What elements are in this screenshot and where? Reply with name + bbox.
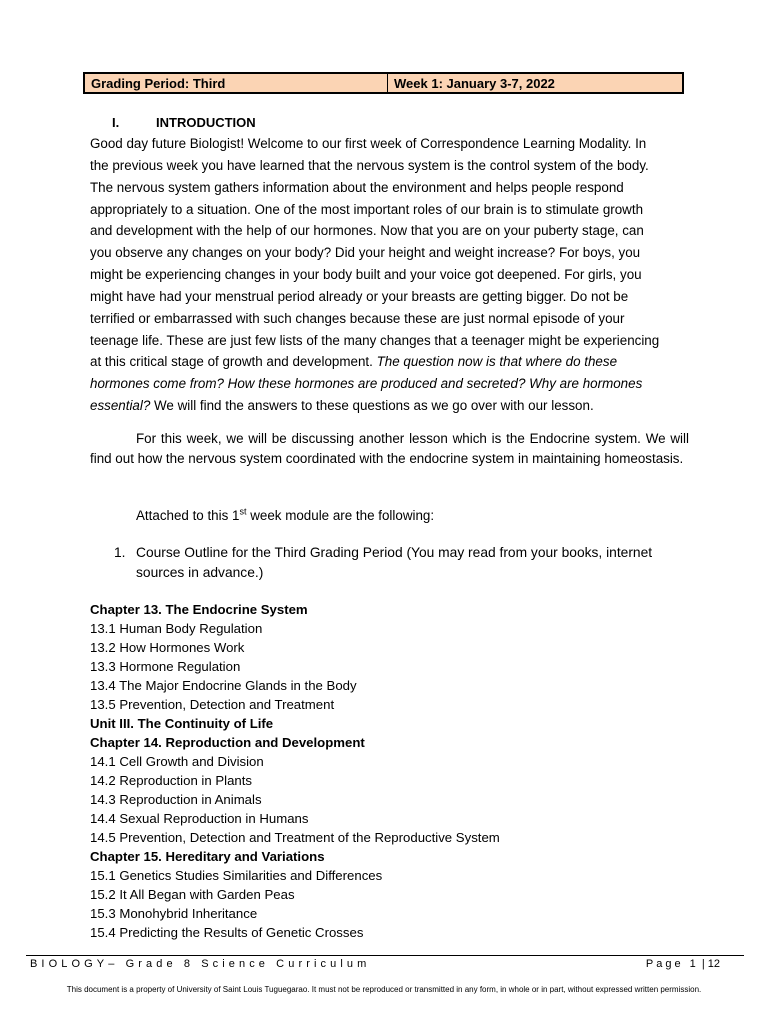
intro-line: essential? We will find the answers to these questions as we go over with our lesson. <box>90 398 594 414</box>
week-cell: Week 1: January 3-7, 2022 <box>388 73 684 93</box>
course-outline-list <box>90 600 689 942</box>
outline-text: Course Outline for the Third Grading Period (You may read from your books, internet sources in advance.) <box>136 545 653 580</box>
outline-topic: 14.4 Sexual Reproduction in Humans <box>90 811 309 826</box>
intro-line: Good day future Biologist! Welcome to our first week of Correspondence Learning Modality. In <box>90 136 647 151</box>
outline-heading: Chapter 13. The Endocrine System <box>90 602 308 617</box>
intro-line: and development with the help of our hormones. Now that you are on your puberty stage, can <box>90 223 644 239</box>
outline-topic: 13.4 The Major Endocrine Glands in the Body <box>90 678 357 693</box>
intro-line: at this critical stage of growth and development. The question now is that where do these <box>90 354 618 370</box>
attached-paragraph: Attached to this 1st week module are the following: <box>136 506 435 523</box>
outline-topic: 13.5 Prevention, Detection and Treatment <box>90 697 335 712</box>
section-heading <box>90 115 256 130</box>
footer-page-number: Page 1 | 12 <box>645 958 720 970</box>
intro-lines <box>90 133 689 351</box>
section-number: I. <box>112 115 120 130</box>
outline-topic: 14.2 Reproduction in Plants <box>90 773 253 788</box>
outline-heading: Chapter 14. Reproduction and Development <box>90 735 365 750</box>
outline-topic: 15.3 Monohybrid Inheritance <box>90 906 258 921</box>
outline-heading: Unit III. The Continuity of Life <box>90 716 274 731</box>
outline-heading: Chapter 15. Hereditary and Variations <box>90 849 325 864</box>
header-table <box>83 72 684 94</box>
footer-course-label: BIOLOGY– Grade 8 Science Curriculum <box>30 958 371 970</box>
outline-topic: 15.1 Genetics Studies Similarities and Differences <box>90 868 383 883</box>
intro-line: the previous week you have learned that the nervous system is the control system of the body. <box>90 157 649 173</box>
intro-line: terrified or embarrassed with such changes because these are just normal episode of your <box>90 310 625 326</box>
intro-line: appropriately to a situation. One of the most important roles of our brain is to stimulate growth <box>90 201 644 217</box>
outline-list-item <box>114 543 674 582</box>
grading-period-cell: Grading Period: Third <box>84 73 388 93</box>
intro-paragraph <box>90 133 689 417</box>
outline-topic: 14.3 Reproduction in Animals <box>90 792 262 807</box>
outline-number: 1. <box>114 545 126 560</box>
outline-topic: 15.2 It All Began with Garden Peas <box>90 887 295 902</box>
outline-topic: 13.1 Human Body Regulation <box>90 621 263 636</box>
outline-topic: 14.5 Prevention, Detection and Treatment of the Reproductive System <box>90 830 500 845</box>
intro-line: you observe any changes on your body? Did your height and weight increase? For boys, you <box>90 245 641 261</box>
endocrine-paragraph: For this week, we will be discussing another lesson which is the Endocrine system. We will find out how the nervous system coordinated with the endocrine system in maintaining homeostasis. <box>90 431 689 466</box>
outline-topic: 15.4 Predicting the Results of Genetic Crosses <box>90 925 364 940</box>
outline-topic: 13.3 Hormone Regulation <box>90 659 241 674</box>
section-title: INTRODUCTION <box>156 115 256 130</box>
intro-line: hormones come from? How these hormones are produced and secreted? Why are hormones <box>90 376 643 392</box>
outline-topic: 14.1 Cell Growth and Division <box>90 754 264 769</box>
intro-line: might be experiencing changes in your body built and your voice got deepened. For girls, you <box>90 267 642 283</box>
intro-line: teenage life. These are just few lists of the many changes that a teenager might be experiencing <box>90 332 660 348</box>
footer-copyright-notice: This document is a property of University of Saint Louis Tuguegarao. It must not be reproduced or transmitted in any form, in whole or in part, without expressed written permission. <box>66 985 702 994</box>
intro-line: The nervous system gathers information about the environment and helps people respond <box>90 179 624 195</box>
footer-divider <box>26 955 744 956</box>
intro-line: might have had your menstrual period already or your breasts are getting bigger. Do not be <box>90 288 629 304</box>
outline-topic: 13.2 How Hormones Work <box>90 640 245 655</box>
